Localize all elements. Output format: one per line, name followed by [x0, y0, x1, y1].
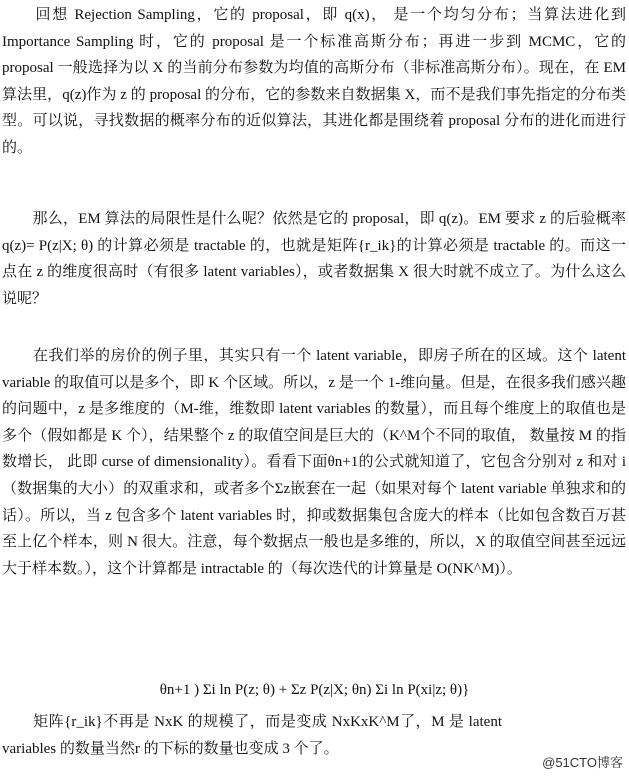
- paragraph-4: 矩阵{r_ik}不再是 NxK 的规模了，而是变成 NxKxK^M了，M 是 latent variables 的数量当然r 的下标的数量也变成 3 个了。: [2, 714, 502, 757]
- paragraph-3: 在我们举的房价的例子里，其实只有一个 latent variable，即房子所在的区域。这个 latent variable 的取值可以是多个，即 K 个区域。所以，z 是一个 1-维向量。但是，在很多我们感兴趣的问题中，z 是多维度的（M-维，维数即 latent variables 的数量），而且每个维度上的取值也是多个（假如都是 K 个），结果整个 z 的取值空间是巨大的（K^M个不同的取值， 数量按 M 的指数增长， 此即 curse of dimensionality）。看看下面θn+1的公式就知道了，它包含分别对 z 和对 i（数据集的大小）的双重求和，或者多个Σz嵌套在一起（如果对每个 latent variable 单独求和的话）。所以，当 z 包含多个 latent variables 时，抑或数据集包含庞大的样本（比如包含数百万甚至上亿个样本，则 N 很大。注意，每个数据点一般也是多维的，所以，X 的取值空间甚至远远大于样本数。），这个计算都是 intractable 的（每次迭代的计算量是 O(NK^M)）。: [2, 348, 626, 577]
- watermark: @51CTO博客: [542, 755, 623, 770]
- paragraph-2: 那么，EM 算法的局限性是什么呢？依然是它的 proposal，即 q(z)。EM 要求 z 的后验概率 q(z)= P(z|X; θ) 的计算必须是 tractable 的，也就是矩阵{r_ik}的计算必须是 tractable 的。而这一点在 z 的维度很高时（有很多 latent variables），或者数据集 X 很大时就不成立了。为什么这么说呢？: [2, 211, 626, 307]
- theta-update-formula: θn+1 ) Σi ln P(z; θ) + Σz P(z|X; θn) Σi ln P(xi|z; θ)}: [159, 682, 470, 698]
- paragraph-1: 回想 Rejection Sampling，它的 proposal，即 q(x)， 是一个均匀分布；当算法进化到 Importance Sampling 时，它的 proposal 是一个标准高斯分布；再进一步到 MCMC，它的 proposal 一般选择为以 X 的当前分布参数为均值的高斯分布（非标准高斯分布）。现在，在 EM 算法里，q(z)作为 z 的 proposal 的分布，它的参数来自数据集 X，而不是我们事先指定的分布类型。可以说，寻找数据的概率分布的近似算法，其进化都是围绕着 proposal 分布的进化而进行的。: [2, 7, 626, 156]
